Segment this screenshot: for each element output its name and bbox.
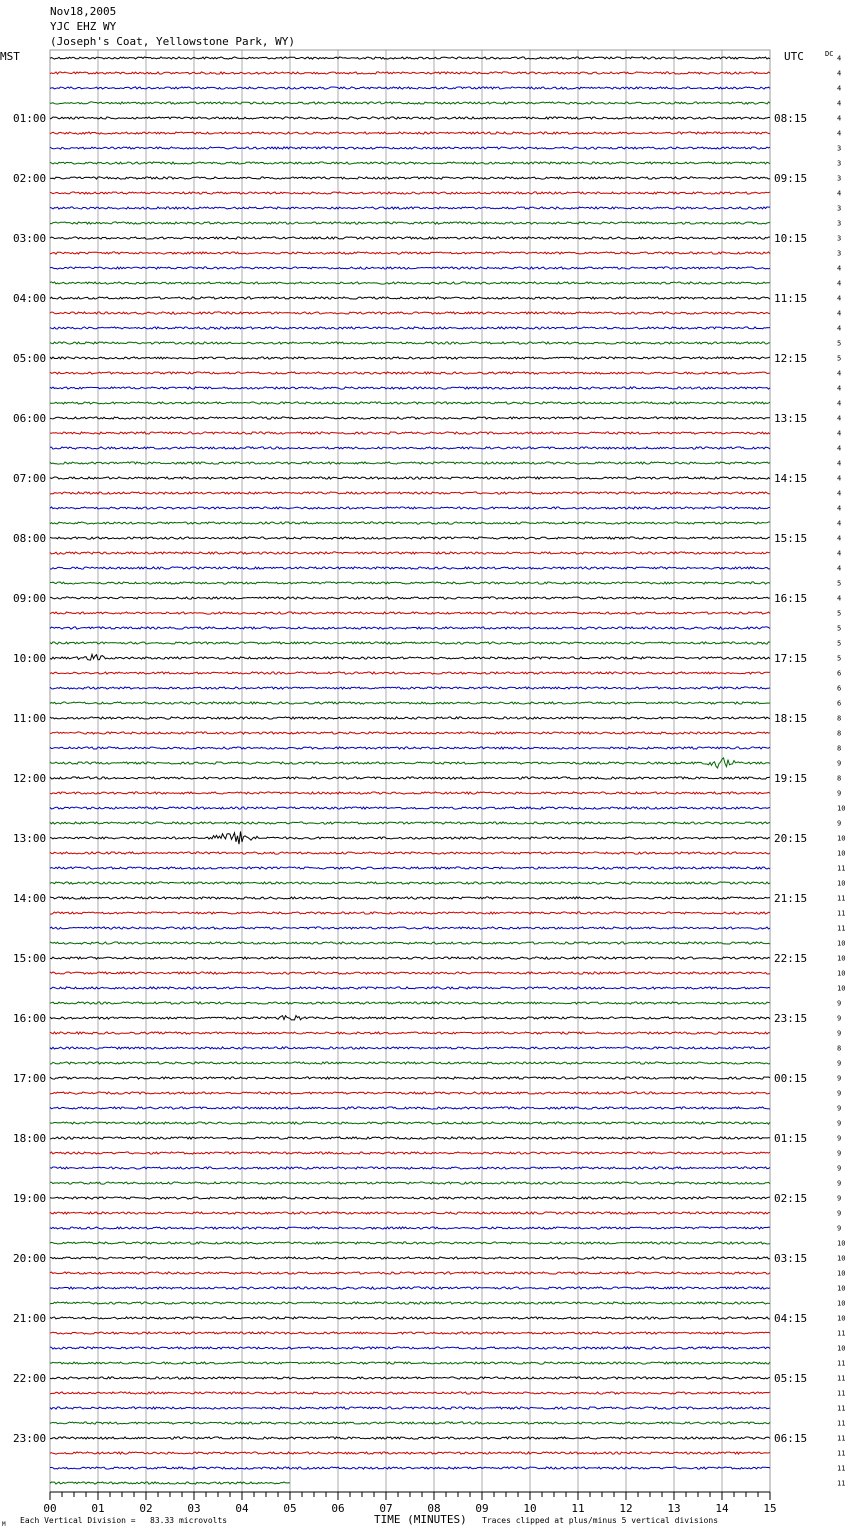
trace-line: [50, 1407, 770, 1409]
seismic-traces: [50, 57, 770, 1484]
dc-offset-label: 10: [837, 954, 846, 963]
trace-line: [50, 372, 770, 374]
dc-offset-label: 3: [837, 204, 842, 213]
dc-offset-label: 6: [837, 684, 842, 693]
header-station: YJC EHZ WY: [50, 20, 117, 33]
trace-line: [50, 1016, 770, 1020]
x-tick-label: 04: [235, 1502, 249, 1515]
right-timezone-label: UTC: [784, 50, 804, 63]
trace-line: [50, 1482, 290, 1484]
mst-hour-label: 01:00: [13, 112, 47, 125]
mst-hour-label: 23:00: [13, 1432, 47, 1445]
utc-hour-label: 01:15: [774, 1132, 808, 1145]
trace-line: [50, 567, 770, 569]
trace-line: [50, 927, 770, 929]
trace-line: [50, 552, 770, 554]
mst-hour-label: 22:00: [13, 1372, 47, 1385]
utc-hour-label: 16:15: [774, 592, 808, 605]
utc-hour-label: 15:15: [774, 532, 808, 545]
dc-offset-label: 10: [837, 834, 846, 843]
trace-line: [50, 612, 770, 614]
corner-mark: M: [2, 1521, 6, 1528]
mst-hour-labels: [13, 112, 46, 1445]
trace-line: [50, 1317, 770, 1319]
mst-hour-label: 08:00: [13, 532, 47, 545]
x-tick-label: 02: [139, 1502, 153, 1515]
trace-line: [50, 654, 770, 660]
mst-hour-label: 20:00: [13, 1252, 47, 1265]
dc-offset-label: 4: [837, 429, 842, 438]
dc-offset-label: 11: [837, 1434, 846, 1443]
dc-offset-label: 4: [837, 534, 842, 543]
trace-line: [50, 777, 770, 779]
trace-line: [50, 132, 770, 134]
trace-line: [50, 867, 770, 869]
utc-hour-label: 00:15: [774, 1072, 808, 1085]
x-tick-label: 00: [43, 1502, 57, 1515]
x-tick-label: 13: [667, 1502, 681, 1515]
dc-label: DC: [825, 50, 834, 58]
mst-hour-label: 06:00: [13, 412, 47, 425]
division-note: Each Vertical Division = 83.33 microvolts: [20, 1516, 228, 1525]
dc-offset-label: 4: [837, 564, 842, 573]
dc-offset-label: 4: [837, 324, 842, 333]
dc-offset-label: 4: [837, 84, 842, 93]
dc-offset-label: 11: [837, 1404, 846, 1413]
trace-line: [50, 1362, 770, 1364]
dc-offset-label: 4: [837, 114, 842, 123]
dc-offset-label: 4: [837, 129, 842, 138]
trace-line: [50, 1212, 770, 1214]
mst-hour-label: 07:00: [13, 472, 47, 485]
trace-line: [50, 1122, 770, 1124]
utc-hour-label: 09:15: [774, 172, 808, 185]
trace-line: [50, 582, 770, 584]
x-tick-label: 06: [331, 1502, 345, 1515]
dc-offset-label: 10: [837, 1239, 846, 1248]
trace-line: [50, 402, 770, 404]
trace-line: [50, 1092, 770, 1094]
dc-offset-label: 11: [837, 1479, 846, 1488]
trace-line: [50, 957, 770, 959]
dc-offset-label: 10: [837, 939, 846, 948]
dc-offset-label: 9: [837, 789, 842, 798]
utc-hour-label: 18:15: [774, 712, 808, 725]
dc-offset-label: 5: [837, 354, 842, 363]
dc-offset-label: 9: [837, 1134, 842, 1143]
trace-line: [50, 1062, 770, 1064]
trace-line: [50, 972, 770, 974]
x-tick-label: 12: [619, 1502, 633, 1515]
trace-line: [50, 522, 770, 524]
utc-hour-label: 06:15: [774, 1432, 808, 1445]
trace-line: [50, 312, 770, 314]
trace-line: [50, 1227, 770, 1229]
dc-offset-label: 4: [837, 369, 842, 378]
utc-hour-label: 22:15: [774, 952, 808, 965]
trace-line: [50, 747, 770, 749]
dc-offset-label: 5: [837, 609, 842, 618]
dc-offset-label: 9: [837, 1059, 842, 1068]
dc-offset-label: 4: [837, 444, 842, 453]
x-axis-title: TIME (MINUTES): [374, 1513, 467, 1526]
dc-offset-label: 4: [837, 474, 842, 483]
dc-offset-label: 3: [837, 249, 842, 258]
dc-offset-label: 5: [837, 339, 842, 348]
mst-hour-label: 09:00: [13, 592, 47, 605]
dc-offset-label: 9: [837, 1209, 842, 1218]
dc-offset-label: 8: [837, 729, 842, 738]
dc-offset-label: 9: [837, 1224, 842, 1233]
utc-hour-label: 05:15: [774, 1372, 808, 1385]
trace-line: [50, 222, 770, 224]
clip-note: Traces clipped at plus/minus 5 vertical divisions: [482, 1516, 719, 1525]
trace-line: [50, 282, 770, 284]
utc-hour-label: 04:15: [774, 1312, 808, 1325]
utc-hour-label: 19:15: [774, 772, 808, 785]
x-tick-label: 15: [763, 1502, 777, 1515]
dc-offset-label: 4: [837, 54, 842, 63]
utc-hour-label: 13:15: [774, 412, 808, 425]
dc-offset-label: 9: [837, 1164, 842, 1173]
plot-frame: [50, 50, 770, 1492]
trace-line: [50, 897, 770, 899]
dc-offset-label: 3: [837, 219, 842, 228]
dc-offset-label: 6: [837, 669, 842, 678]
dc-offset-label: 3: [837, 159, 842, 168]
dc-offset-label: 9: [837, 1074, 842, 1083]
mst-hour-label: 18:00: [13, 1132, 47, 1145]
dc-offset-label: 9: [837, 999, 842, 1008]
x-tick-label: 14: [715, 1502, 729, 1515]
trace-line: [50, 87, 770, 89]
x-tick-label: 03: [187, 1502, 201, 1515]
dc-offset-label: 11: [837, 924, 846, 933]
trace-line: [50, 1377, 770, 1379]
trace-line: [50, 1392, 770, 1394]
utc-hour-label: 11:15: [774, 292, 808, 305]
trace-line: [50, 1332, 770, 1334]
mst-hour-label: 19:00: [13, 1192, 47, 1205]
x-tick-label: 11: [571, 1502, 585, 1515]
trace-line: [50, 117, 770, 119]
dc-offset-label: 4: [837, 504, 842, 513]
trace-line: [50, 1272, 770, 1274]
trace-line: [50, 1182, 770, 1184]
utc-hour-label: 03:15: [774, 1252, 808, 1265]
dc-offset-label: 5: [837, 639, 842, 648]
dc-offset-label: 10: [837, 849, 846, 858]
trace-line: [50, 642, 770, 644]
dc-offset-label: 4: [837, 414, 842, 423]
dc-offset-label: 9: [837, 1104, 842, 1113]
trace-line: [50, 1002, 770, 1004]
dc-offset-label: 3: [837, 234, 842, 243]
mst-hour-label: 15:00: [13, 952, 47, 965]
dc-offset-label: 4: [837, 99, 842, 108]
x-tick-label: 05: [283, 1502, 297, 1515]
dc-offset-labels: [837, 55, 845, 1488]
dc-offset-label: 5: [837, 654, 842, 663]
x-tick-label: 10: [523, 1502, 537, 1515]
dc-offset-label: 4: [837, 294, 842, 303]
header-date: Nov18,2005: [50, 5, 117, 18]
header-location: (Joseph's Coat, Yellowstone Park, WY): [50, 35, 296, 48]
dc-offset-label: 11: [837, 1449, 846, 1458]
mst-hour-label: 13:00: [13, 832, 47, 845]
trace-line: [50, 627, 770, 629]
mst-hour-label: 05:00: [13, 352, 47, 365]
trace-line: [50, 267, 770, 269]
mst-hour-label: 21:00: [13, 1312, 47, 1325]
dc-offset-label: 9: [837, 1179, 842, 1188]
trace-line: [50, 1467, 770, 1469]
dc-offset-label: 9: [837, 1089, 842, 1098]
mst-hour-label: 16:00: [13, 1012, 47, 1025]
trace-line: [50, 1347, 770, 1349]
dc-offset-label: 4: [837, 489, 842, 498]
trace-line: [50, 147, 770, 149]
dc-offset-label: 11: [837, 864, 846, 873]
trace-line: [50, 177, 770, 179]
utc-hour-label: 10:15: [774, 232, 808, 245]
trace-line: [50, 1452, 770, 1454]
trace-line: [50, 492, 770, 494]
utc-hour-label: 08:15: [774, 112, 808, 125]
trace-line: [50, 942, 770, 944]
dc-offset-label: 9: [837, 1119, 842, 1128]
trace-line: [50, 702, 770, 704]
dc-offset-label: 11: [837, 1329, 846, 1338]
dc-offset-label: 5: [837, 579, 842, 588]
utc-hour-label: 20:15: [774, 832, 808, 845]
utc-hour-label: 23:15: [774, 1012, 808, 1025]
trace-line: [50, 297, 770, 299]
trace-line: [50, 72, 770, 74]
trace-line: [50, 207, 770, 209]
dc-offset-label: 9: [837, 759, 842, 768]
trace-line: [50, 1242, 770, 1244]
trace-line: [50, 822, 770, 824]
dc-offset-label: 10: [837, 1254, 846, 1263]
dc-offset-label: 11: [837, 1374, 846, 1383]
x-tick-label: 09: [475, 1502, 489, 1515]
trace-line: [50, 162, 770, 164]
trace-line: [50, 417, 770, 419]
trace-line: [50, 1437, 770, 1439]
utc-hour-label: 21:15: [774, 892, 808, 905]
trace-line: [50, 1152, 770, 1154]
dc-offset-label: 9: [837, 1194, 842, 1203]
trace-line: [50, 537, 770, 539]
dc-offset-label: 4: [837, 384, 842, 393]
mst-hour-label: 10:00: [13, 652, 47, 665]
dc-offset-label: 10: [837, 984, 846, 993]
dc-offset-label: 10: [837, 969, 846, 978]
dc-offset-label: 4: [837, 519, 842, 528]
dc-offset-label: 4: [837, 399, 842, 408]
trace-line: [50, 252, 770, 254]
dc-offset-label: 10: [837, 1284, 846, 1293]
dc-offset-label: 4: [837, 309, 842, 318]
trace-line: [50, 387, 770, 389]
mst-hour-label: 04:00: [13, 292, 47, 305]
trace-line: [50, 912, 770, 914]
mst-hour-label: 02:00: [13, 172, 47, 185]
dc-offset-label: 10: [837, 804, 846, 813]
dc-offset-label: 8: [837, 744, 842, 753]
trace-line: [50, 1167, 770, 1169]
mst-hour-label: 11:00: [13, 712, 47, 725]
dc-offset-label: 10: [837, 1344, 846, 1353]
mst-hour-label: 14:00: [13, 892, 47, 905]
trace-line: [50, 1047, 770, 1049]
trace-line: [50, 102, 770, 104]
trace-line: [50, 1287, 770, 1289]
trace-line: [50, 447, 770, 449]
dc-offset-label: 3: [837, 144, 842, 153]
x-tick-label: 07: [379, 1502, 393, 1515]
dc-offset-label: 9: [837, 1029, 842, 1038]
trace-line: [50, 432, 770, 434]
trace-line: [50, 1257, 770, 1259]
dc-offset-label: 4: [837, 279, 842, 288]
x-tick-label: 08: [427, 1502, 441, 1515]
dc-offset-label: 11: [837, 1359, 846, 1368]
dc-offset-label: 10: [837, 1314, 846, 1323]
x-axis: [43, 1492, 776, 1515]
trace-line: [50, 1197, 770, 1199]
trace-line: [50, 1077, 770, 1079]
dc-offset-label: 4: [837, 189, 842, 198]
trace-line: [50, 1107, 770, 1109]
left-timezone-label: MST: [0, 50, 20, 63]
dc-offset-label: 5: [837, 624, 842, 633]
dc-offset-label: 11: [837, 1464, 846, 1473]
trace-line: [50, 717, 770, 719]
trace-line: [50, 57, 770, 59]
dc-offset-label: 11: [837, 894, 846, 903]
dc-offset-label: 4: [837, 69, 842, 78]
dc-offset-label: 4: [837, 264, 842, 273]
trace-line: [50, 342, 770, 344]
dc-offset-label: 9: [837, 1014, 842, 1023]
utc-hour-label: 17:15: [774, 652, 808, 665]
trace-line: [50, 1137, 770, 1139]
dc-offset-label: 4: [837, 549, 842, 558]
mst-hour-label: 03:00: [13, 232, 47, 245]
dc-offset-label: 4: [837, 459, 842, 468]
trace-line: [50, 1032, 770, 1034]
utc-hour-labels: [774, 112, 807, 1445]
x-tick-label: 01: [91, 1502, 105, 1515]
utc-hour-label: 02:15: [774, 1192, 808, 1205]
trace-line: [50, 462, 770, 464]
trace-line: [50, 477, 770, 479]
mst-hour-label: 17:00: [13, 1072, 47, 1085]
dc-offset-label: 11: [837, 1419, 846, 1428]
dc-offset-label: 10: [837, 1269, 846, 1278]
dc-offset-label: 11: [837, 1389, 846, 1398]
dc-offset-label: 6: [837, 699, 842, 708]
mst-hour-label: 12:00: [13, 772, 47, 785]
dc-offset-label: 9: [837, 1149, 842, 1158]
dc-offset-label: 11: [837, 909, 846, 918]
trace-line: [50, 687, 770, 689]
trace-line: [50, 192, 770, 194]
trace-line: [50, 831, 770, 844]
utc-hour-label: 12:15: [774, 352, 808, 365]
trace-line: [50, 852, 770, 854]
trace-line: [50, 237, 770, 239]
trace-line: [50, 732, 770, 734]
trace-line: [50, 758, 770, 768]
trace-line: [50, 807, 770, 809]
time-gridlines: [50, 50, 770, 1492]
trace-line: [50, 672, 770, 674]
trace-line: [50, 597, 770, 599]
trace-line: [50, 792, 770, 794]
trace-line: [50, 327, 770, 329]
trace-line: [50, 882, 770, 884]
utc-hour-label: 14:15: [774, 472, 808, 485]
dc-offset-label: 8: [837, 1044, 842, 1053]
trace-line: [50, 1422, 770, 1424]
dc-offset-label: 9: [837, 819, 842, 828]
dc-offset-label: 8: [837, 714, 842, 723]
trace-line: [50, 1302, 770, 1304]
dc-offset-label: 8: [837, 774, 842, 783]
dc-offset-label: 10: [837, 1299, 846, 1308]
trace-line: [50, 357, 770, 359]
trace-line: [50, 507, 770, 509]
dc-offset-label: 10: [837, 879, 846, 888]
trace-line: [50, 987, 770, 989]
dc-offset-label: 3: [837, 174, 842, 183]
dc-offset-label: 4: [837, 594, 842, 603]
